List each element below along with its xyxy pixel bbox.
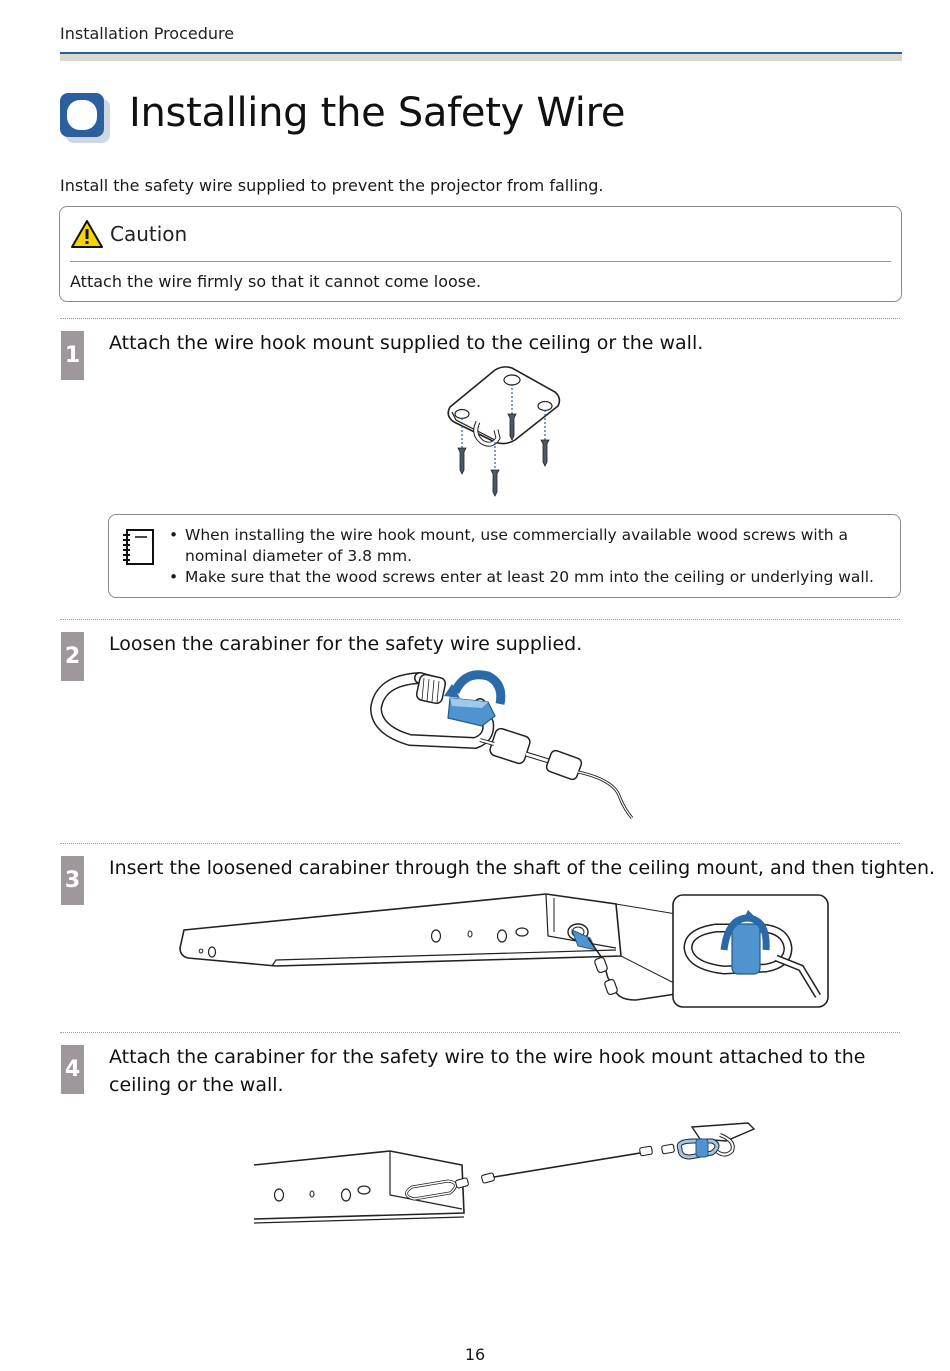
step-separator <box>60 318 900 319</box>
caution-text: Attach the wire firmly so that it cannot come loose. <box>70 272 482 291</box>
carabiner-to-hook-illustration <box>250 1115 760 1230</box>
note-item: • Make sure that the wood screws enter at least 20 mm into the ceiling or underlying wall. <box>169 567 891 588</box>
section-marker-icon <box>60 93 110 143</box>
page-number: 16 <box>464 1345 486 1364</box>
ceiling-mount-carabiner-illustration <box>176 888 836 1013</box>
step-3-badge: 3 <box>61 856 84 905</box>
step-4-badge: 4 <box>61 1045 84 1094</box>
warning-icon <box>70 219 104 249</box>
step-3-text: Insert the loosened carabiner through the shaft of the ceiling mount, and then tighten. <box>109 857 936 879</box>
step-2-badge: 2 <box>61 632 84 681</box>
header-band <box>60 54 902 61</box>
carabiner-loosen-illustration <box>370 668 640 823</box>
step-2-text: Loosen the carabiner for the safety wire supplied. <box>109 633 583 655</box>
notebook-icon <box>121 527 155 567</box>
header-section-label: Installation Procedure <box>60 24 235 43</box>
note-box <box>108 514 901 598</box>
caution-title: Caution <box>110 222 188 246</box>
note-item: • When installing the wire hook mount, use commercially available wood screws with a nominal diameter of 3.8 mm. <box>169 525 891 567</box>
step-1-badge: 1 <box>61 331 84 380</box>
caution-box <box>59 206 902 302</box>
note-list <box>169 525 891 588</box>
step-separator <box>60 843 900 844</box>
intro-text: Install the safety wire supplied to prevent the projector from falling. <box>60 176 604 195</box>
step-4-text: Attach the carabiner for the safety wire to the wire hook mount attached to the ceiling or the wall. <box>109 1046 866 1096</box>
wire-hook-mount-illustration <box>440 362 570 502</box>
step-separator <box>60 619 900 620</box>
step-separator <box>60 1032 900 1033</box>
step-1-text: Attach the wire hook mount supplied to the ceiling or the wall. <box>109 332 704 354</box>
caution-divider <box>70 261 891 262</box>
page-title: Installing the Safety Wire <box>129 90 626 136</box>
